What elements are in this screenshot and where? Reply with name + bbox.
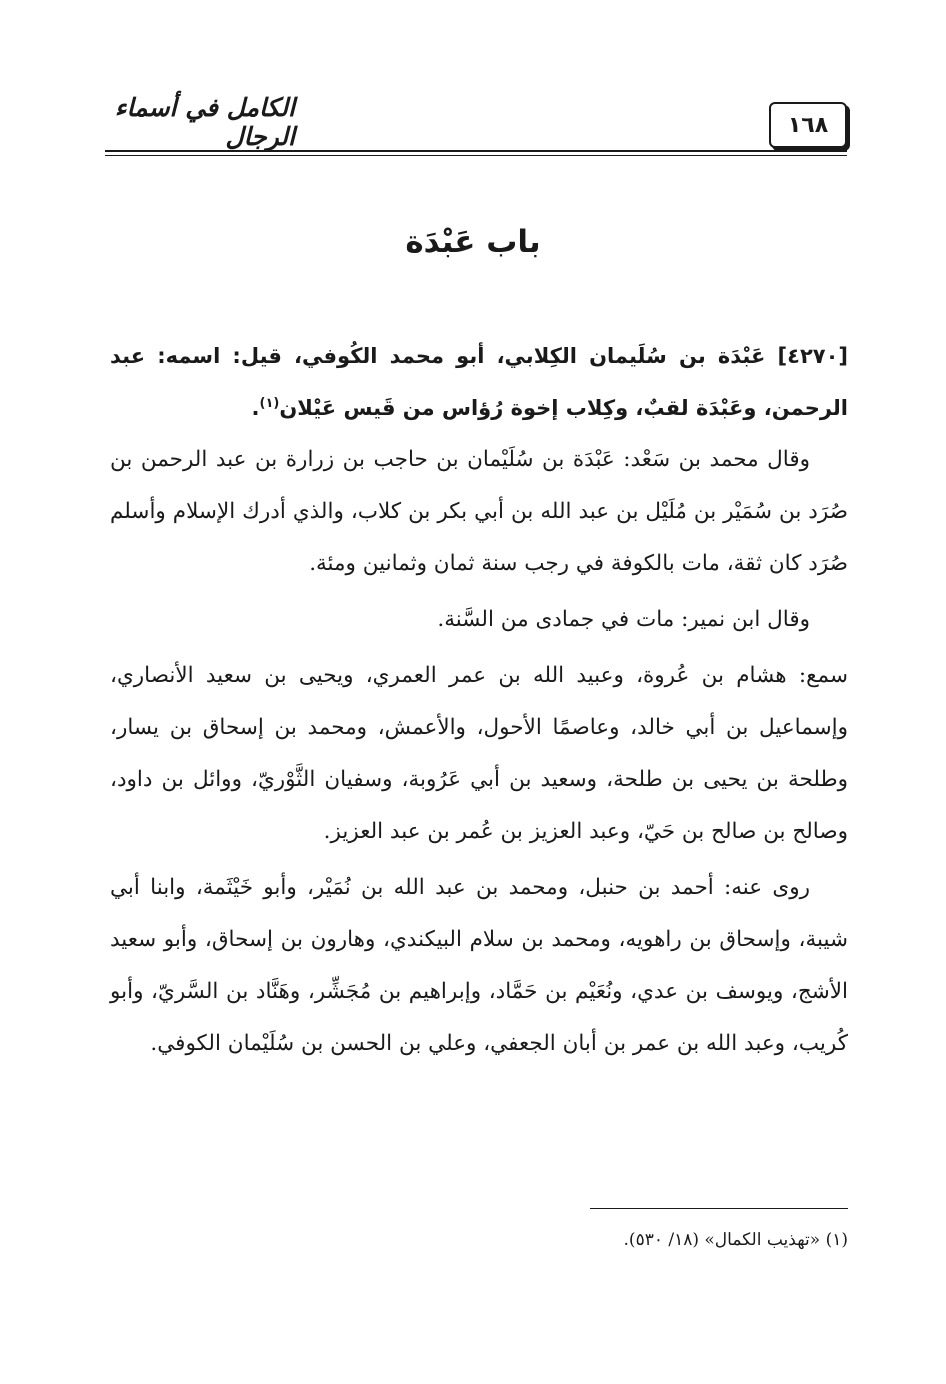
- book-title: الكامل في أسماء الرجال: [114, 93, 295, 151]
- page-number: ١٦٨: [769, 102, 847, 148]
- section-title: باب عَبْدَة: [405, 224, 541, 260]
- page-header: [105, 93, 847, 156]
- header-rule-thin: [105, 155, 847, 156]
- paragraph-narrated-by: روى عنه: أحمد بن حنبل، ومحمد بن عبد الله بن نُمَيْر، وأبو خَيْثَمة، وابنا أبي شيبة، وإسحاق بن راهويه، ومحمد بن سلام البيكندي، وهارون بن إسحاق، وأبو سعيد الأشج، ويوسف بن عدي، ونُعَيْم بن حَمَّاد، وإبراهيم بن مُجَشِّر، وهَنَّاد بن السَّريّ، وأبو كُريب، وعبد الله بن عمر بن أبان الجعفي، وعلي بن الحسن بن سُلَيْمان الكوفي.: [110, 875, 848, 1056]
- paragraph-heard-from: سمع: هشام بن عُروة، وعبيد الله بن عمر العمري، ويحيى بن سعيد الأنصاري، وإسماعيل بن أبي خالد، وعاصمًا الأحول، والأعمش، ومحمد بن إسحاق بن يسار، وطلحة بن يحيى بن طلحة، وسعيد بن أبي عَرُوبة، وسفيان الثَّوْريّ، ووائل بن داود، وصالح بن صالح بن حَيّ، وعبد العزيز بن عُمر بن عبد العزيز.: [110, 663, 848, 844]
- entry-line-2: الرحمن، وعَبْدَة لقبٌ، وكِلاب إخوة رُؤاس من قَيس عَيْلان: [279, 396, 848, 420]
- footnote-ref: (١): [259, 396, 280, 411]
- footnote: (١) «تهذيب الكمال» (١٨/ ٥٣٠).: [623, 1230, 848, 1250]
- paragraph-ibn-numayr: وقال ابن نمير: مات في جمادى من السَّنة.: [437, 607, 810, 632]
- header-rule: [105, 150, 847, 152]
- entry-line-1: عَبْدَة بن سُلَيمان الكِلابي، أبو محمد الكُوفي، قيل: اسمه: عبد: [110, 344, 766, 368]
- entry-number: [٤٢٧٠]: [777, 344, 849, 368]
- entry-end: .: [251, 396, 260, 420]
- footnote-rule: [590, 1208, 848, 1209]
- entry-heading: [110, 330, 848, 434]
- main-content: [110, 330, 848, 1070]
- paragraph-ibn-saad: وقال محمد بن سَعْد: عَبْدَة بن سُلَيْمان بن حاجب بن زرارة بن عبد الرحمن بن صُرَد بن سُمَيْر بن مُلَيْل بن عبد الله بن أبي بكر بن كلاب، والذي أدرك الإسلام وأسلم صُرَد كان ثقة، مات بالكوفة في رجب سنة ثمان وثمانين ومئة.: [110, 447, 848, 576]
